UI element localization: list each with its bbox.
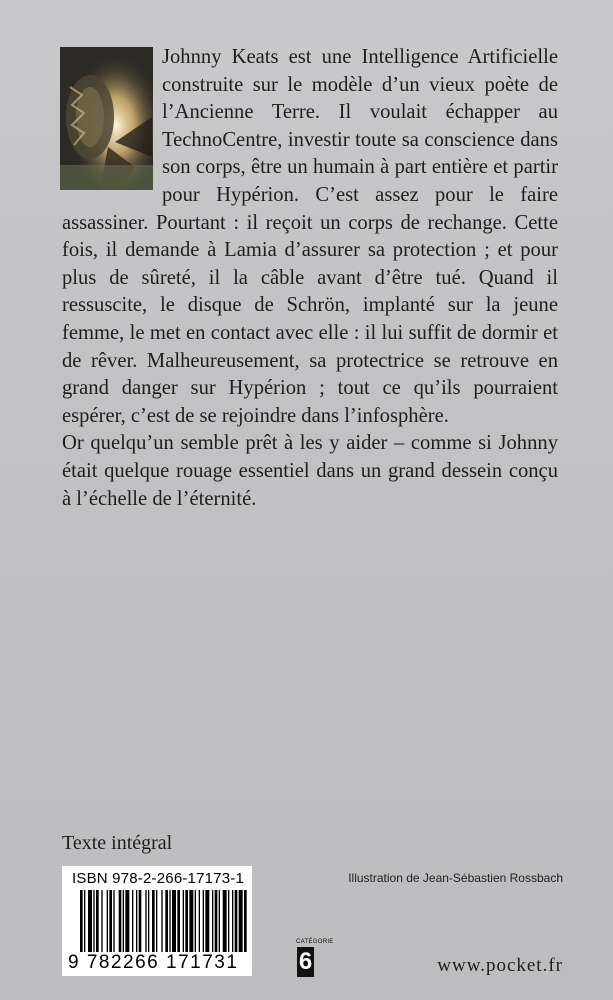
- illustration-credit: Illustration de Jean-Sébastien Rossbach: [348, 871, 563, 885]
- blurb-text: [62, 44, 558, 513]
- publisher-website: www.pocket.fr: [437, 955, 563, 976]
- blurb-paragraph-2: Or quelqu’un semble prêt à les y aider – comme si Johnny était quelque rouage essentiel dans un grand dessein conçu à l’échelle de l’éternité.: [62, 432, 558, 510]
- thumbnail-spacer: [62, 44, 162, 194]
- ean-digits: 9 782266 171731: [68, 952, 239, 973]
- edition-label: Texte intégral: [62, 832, 173, 854]
- category-badge: 6: [298, 948, 313, 975]
- isbn-barcode-box: [62, 866, 252, 976]
- category-label: CATÉGORIE: [296, 939, 334, 945]
- barcode-image: [80, 890, 248, 952]
- blurb-paragraph-1: Johnny Keats est une Intelligence Artificielle construite sur le modèle d’un vieux poète de l’Ancienne Terre. Il voulait échapper au TechnoCentre, investir toute sa conscience dans son corps, être un humain à part entière et partir pour Hypérion. C’est assez pour le faire assassiner. Pourtant : il reçoit un corps de rechange. Cette fois, il demande à Lamia d’assurer sa protection ; et pour plus de sûreté, il la câble avant d’être tué. Quand il ressuscite, le disque de Schrön, implanté sur la jeune femme, le met en contact avec elle : il lui suffit de dormir et de rêver. Malheureusement, sa protectrice se retrouve en grand danger sur Hypérion ; tout ce qu’ils pourraient espérer, c’est de se rejoindre dans l’infosphère.: [62, 46, 558, 427]
- isbn-label: ISBN 978-2-266-17173-1: [72, 870, 245, 887]
